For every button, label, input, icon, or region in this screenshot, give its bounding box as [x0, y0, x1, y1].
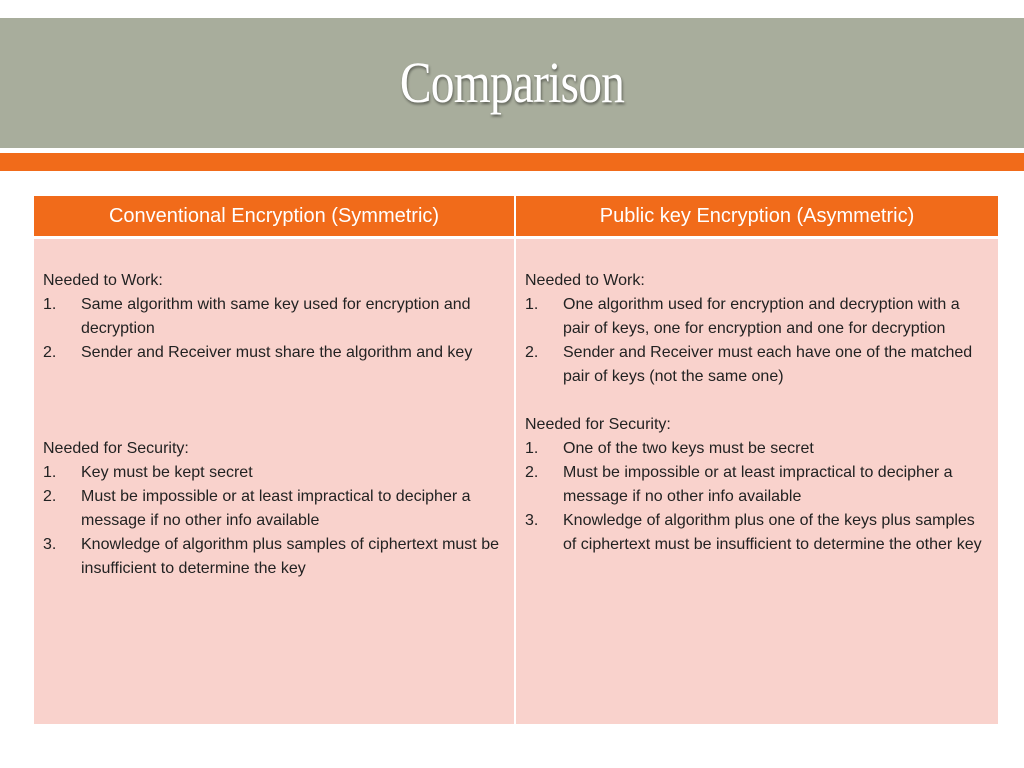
list-text: Same algorithm with same key used for encryption and decryption: [81, 296, 471, 337]
header-row: [34, 196, 998, 239]
list-text: Knowledge of algorithm plus samples of ciphertext must be insufficient to determine the key: [81, 536, 499, 577]
header-symmetric: Conventional Encryption (Symmetric): [34, 196, 516, 239]
list-item: [43, 341, 506, 365]
symmetric-work-list: [43, 293, 506, 365]
symmetric-security-list: [43, 461, 506, 581]
list-number: 3.: [525, 512, 539, 529]
list-text: Key must be kept secret: [81, 464, 253, 481]
list-item: [43, 461, 506, 485]
list-text: One of the two keys must be secret: [563, 440, 814, 457]
spacer: [525, 389, 990, 413]
header-asymmetric: Public key Encryption (Asymmetric): [516, 196, 998, 239]
list-number: 2.: [525, 344, 539, 361]
list-text: Sender and Receiver must share the algorithm and key: [81, 344, 473, 361]
list-text: Must be impossible or at least impractical to decipher a message if no other info available: [563, 464, 953, 505]
asymmetric-work-heading: Needed to Work:: [525, 272, 645, 289]
list-number: 2.: [43, 488, 57, 505]
title-band: [0, 18, 1024, 148]
list-text: Knowledge of algorithm plus one of the keys plus samples of ciphertext must be insufficient to determine the other key: [563, 512, 982, 553]
asymmetric-cell: [516, 239, 998, 724]
comparison-table: [34, 196, 998, 724]
list-item: [43, 485, 506, 533]
list-item: [525, 509, 990, 557]
slide-title: Comparison: [399, 50, 625, 115]
accent-bar: [0, 153, 1024, 171]
symmetric-security-heading: Needed for Security:: [43, 440, 189, 457]
list-text: Must be impossible or at least impractical to decipher a message if no other info available: [81, 488, 471, 529]
list-item: [525, 293, 990, 341]
list-item: [525, 461, 990, 509]
list-item: [43, 533, 506, 581]
symmetric-work-heading: Needed to Work:: [43, 272, 163, 289]
list-item: [525, 341, 990, 389]
spacer: [43, 365, 506, 437]
asymmetric-work-list: [525, 293, 990, 389]
asymmetric-security-heading: Needed for Security:: [525, 416, 671, 433]
list-number: 1.: [525, 440, 539, 457]
list-item: [43, 293, 506, 341]
list-number: 1.: [525, 296, 539, 313]
content-row: [34, 239, 998, 724]
list-text: One algorithm used for encryption and decryption with a pair of keys, one for encryption and one for decryption: [563, 296, 960, 337]
list-number: 1.: [43, 296, 57, 313]
list-text: Sender and Receiver must each have one of the matched pair of keys (not the same one): [563, 344, 973, 385]
list-number: 2.: [525, 464, 539, 481]
list-item: [525, 437, 990, 461]
list-number: 2.: [43, 344, 57, 361]
list-number: 3.: [43, 536, 57, 553]
asymmetric-security-list: [525, 437, 990, 557]
symmetric-cell: [34, 239, 516, 724]
list-number: 1.: [43, 464, 57, 481]
